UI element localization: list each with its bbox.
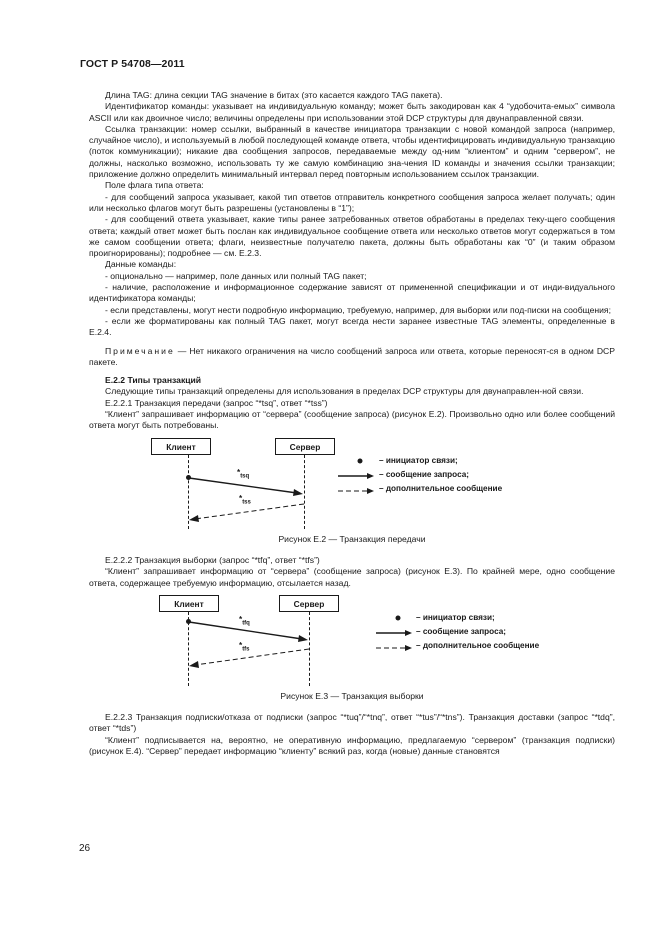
list-item: - для сообщений ответа указывает, какие типы ранее затребованных ответов обработаны в пределах теку-щего сообщения ответа; каждый ответ может быть послан как индивидуальное сообщение ответа или несколько ответов могут содержаться в том же самом сообщении ответа; флаги, неизвестные получателю пакета, должны быть обработаны как “0” (и таким образом проигнорированы); подробнее — см. Е.2.3.	[89, 214, 615, 259]
figure-fetch-diagram	[89, 595, 615, 691]
message-arrows	[89, 595, 419, 691]
paragraph-command-data: Данные команды:	[105, 259, 177, 270]
page-number: 26	[79, 843, 91, 854]
client-box: Клиент	[151, 438, 211, 455]
subsection-text-e221: “Клиент” запрашивает информацию от “сервера” (сообщение запроса) (рисунок Е.2). Произвольно одно или более сообщений ответа могут быть потребованы.	[89, 409, 615, 431]
figure-caption-e2: Рисунок Е.2 — Транзакция передачи	[278, 533, 426, 544]
response-label-sub: tfs	[242, 646, 250, 653]
list-item: - если же форматированы как полный TAG пакет, могут всегда нести заранее известные TAG элементы, определенные в Е.2.4.	[89, 315, 615, 338]
legend-additional: – дополнительное сообщение	[379, 483, 503, 493]
legend-initiator: – инициатор связи;	[416, 612, 495, 622]
server-box: Сервер	[279, 595, 339, 612]
request-label-sub: tfq	[242, 620, 250, 627]
note	[89, 346, 615, 369]
standard-header: ГОСТ Р 54708—2011	[80, 58, 185, 70]
list-item: - опционально — например, поле данных или полный TAG пакет;	[105, 270, 367, 281]
subsection-heading-e222: Е.2.2.2 Транзакция выборки (запрос “*tfq”, ответ “*tfs”)	[105, 554, 320, 565]
request-label-sub: tsq	[240, 473, 250, 480]
subsection-heading-e223: Е.2.2.3 Транзакция подписки/отказа от подписки (запрос “*tuq”/“*tnq”, ответ “*tus”/“*tns”). Транзакция доставки (запрос “*tdq”, ответ “*tds”)	[89, 712, 615, 734]
paragraph-flag-field: Поле флага типа ответа:	[105, 180, 204, 191]
legend-initiator: – инициатор связи;	[379, 455, 458, 465]
subsection-text-e223: “Клиент” подписывается на, вероятно, не оперативную информацию, предлагаемую “сервером” (транзакция подписки) (рисунок Е.4). “Сервер” передает информацию “клиенту” всякий раз, когда (новые) данные становятся	[89, 734, 615, 756]
request-label	[237, 467, 249, 483]
server-box: Сервер	[275, 438, 335, 455]
response-label	[239, 640, 250, 656]
page-content	[89, 90, 615, 757]
list-item: - для сообщений запроса указывает, какой тип ответов отправитель конкретного сообщения запроса желает получать; один или несколько флагов могут быть разрешены (установлены в “1”);	[89, 191, 615, 213]
request-label	[239, 614, 250, 630]
response-label	[239, 493, 251, 509]
response-label-prefix: *	[239, 640, 243, 650]
section-intro: Следующие типы транзакций определены для использования в пределах DCP структуры для двунаправлен-ной связи.	[105, 386, 584, 397]
response-arrow	[195, 649, 309, 665]
note-text: — Нет никакого ограничения на число сообщений запроса или ответа, которые переносят-ся в одном DCP пакете.	[89, 345, 615, 367]
response-label-prefix: *	[239, 493, 243, 503]
section-title: Е.2.2 Типы транзакций	[105, 375, 202, 386]
legend-response-head	[405, 645, 412, 651]
subsection-heading-e221: Е.2.2.1 Транзакция передачи (запрос “*tsq”, ответ “*tss”)	[105, 397, 328, 408]
response-arrowhead	[189, 515, 199, 522]
legend-request-head	[367, 473, 374, 479]
response-arrowhead	[189, 661, 199, 668]
request-arrowhead	[293, 489, 303, 496]
request-arrowhead	[298, 635, 308, 642]
legend-additional: – дополнительное сообщение	[416, 640, 540, 650]
legend-response-head	[367, 488, 374, 494]
request-label-prefix: *	[239, 614, 243, 624]
figure-transfer-diagram	[89, 438, 615, 534]
figure-caption-e3: Рисунок Е.3 — Транзакция выборки	[280, 690, 424, 701]
request-label-prefix: *	[237, 467, 241, 477]
list-item: - наличие, расположение и информационное содержание зависят от примененной спецификации и от инди-видуального идентификатора команды;	[89, 282, 615, 304]
paragraph-tag-length: Длина TAG: длина секции TAG значение в битах (это касается каждого TAG пакета).	[105, 90, 443, 100]
paragraph-command-id: Идентификатор команды: указывает на индивидуальную команду; может быть закодирован как 4 “удобочита-емых” символа ASCII или как двоичное число; величины определены при использовании этой DCP структуры для двунаправленной связи.	[89, 101, 615, 123]
legend-dot	[396, 615, 401, 620]
legend-dot	[358, 458, 363, 463]
client-box: Клиент	[159, 595, 219, 612]
legend-request-head	[405, 630, 412, 636]
legend	[379, 455, 502, 497]
response-label-sub: tss	[242, 499, 251, 506]
legend-request: – сообщение запроса;	[379, 469, 469, 479]
message-arrows	[89, 438, 419, 534]
subsection-text-e222: “Клиент” запрашивает информацию от “сервера” (сообщение запроса) (рисунок Е.3). По крайней мере, одно сообщение ответа, содержащее требуемую информацию, отсылается назад.	[89, 566, 615, 588]
legend	[416, 612, 539, 654]
note-label: Примечание	[105, 345, 175, 356]
list-item: - если представлены, могут нести подробную информацию, требуемую, например, для выборки или под-писки на сообщения;	[105, 304, 611, 315]
legend-request: – сообщение запроса;	[416, 626, 506, 636]
paragraph-transaction-ref: Ссылка транзакции: номер ссылки, выбранный в качестве инициатора транзакции с новой командой запроса (например, случайное число), и используемый в любой последующей команде ответа, чтобы идентифицировать индивидуальную транзакцию (поток коммуникации); никакие два сообщения запросов, передаваемые между од-ним “клиентом” и одним “сервером”, не должны, насколько возможно, использовать ту же самую комбинацию зна-чения ID команды и значения ссылки транзакции; приложение должно определить минимальный интервал перед повторным использованием ссылок транзакции.	[89, 123, 615, 180]
